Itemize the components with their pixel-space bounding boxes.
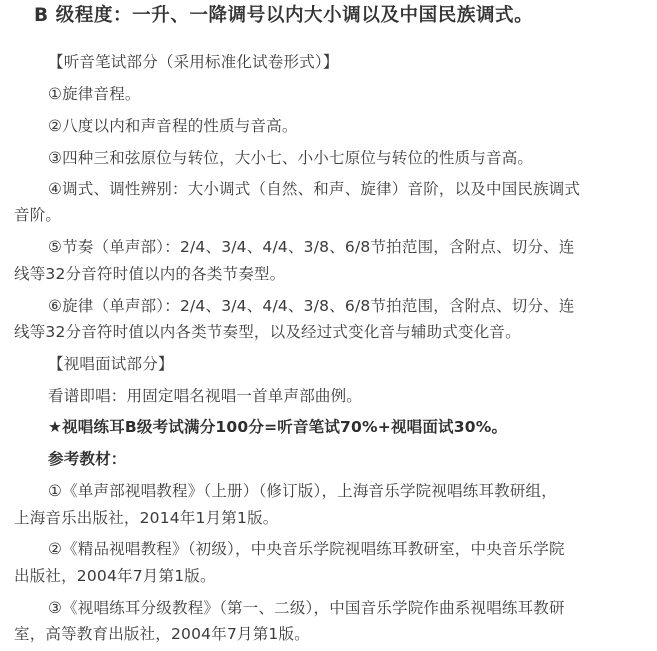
list-item-continuation: 线等32分音符时值以内的各类节奏型。 [14, 265, 286, 283]
sight-singing-description: 看谱即唱：用固定唱名视唱一首单声部曲例。 [48, 387, 363, 405]
page-title: B 级程度：一升、一降调号以内大小调以及中国民族调式。 [34, 5, 534, 26]
list-item-continuation: 线等32分音符时值以内各类节奏型，以及经过式变化音与辅助式变化音。 [14, 323, 521, 341]
score-note: ★视唱练耳B级考试满分100分=听音笔试70%+视唱面试30%。 [48, 418, 508, 436]
section-heading-listening: 【听音笔试部分（采用标准化试卷形式）】 [48, 53, 339, 71]
list-item: ⑤节奏（单声部）：2/4、3/4、4/4、3/8、6/8节拍范围，含附点、切分、连 [48, 238, 575, 256]
reference-item: ①《单声部视唱教程》（上册）（修订版），上海音乐学院视唱练耳教研组， [48, 482, 557, 500]
list-item: ③四种三和弦原位与转位，大小七、小小七原位与转位的性质与音高。 [48, 149, 534, 167]
reference-item-continuation: 上海音乐出版社，2014年1月第1版。 [14, 509, 279, 527]
reference-item: ③《视唱练耳分级教程》（第一、二级），中国音乐学院作曲系视唱练耳教研 [48, 599, 565, 617]
list-item: ⑥旋律（单声部）：2/4、3/4、4/4、3/8、6/8节拍范围，含附点、切分、连 [48, 297, 575, 315]
list-item: ①旋律音程。 [48, 85, 141, 103]
references-heading: 参考教材： [48, 450, 127, 468]
list-item-continuation: 音阶。 [14, 206, 62, 224]
section-heading-sight-singing: 【视唱面试部分】 [48, 355, 174, 373]
reference-item: ②《精品视唱教程》（初级），中央音乐学院视唱练耳教研室，中央音乐学院 [48, 540, 565, 558]
reference-item-continuation: 出版社，2004年7月第1版。 [14, 567, 216, 585]
list-item: ②八度以内和声音程的性质与音高。 [48, 117, 298, 135]
list-item: ④调式、调性辨别：大小调式（自然、和声、旋律）音阶，以及中国民族调式 [48, 180, 581, 198]
reference-item-continuation: 室，高等教育出版社，2004年7月第1版。 [14, 625, 310, 643]
